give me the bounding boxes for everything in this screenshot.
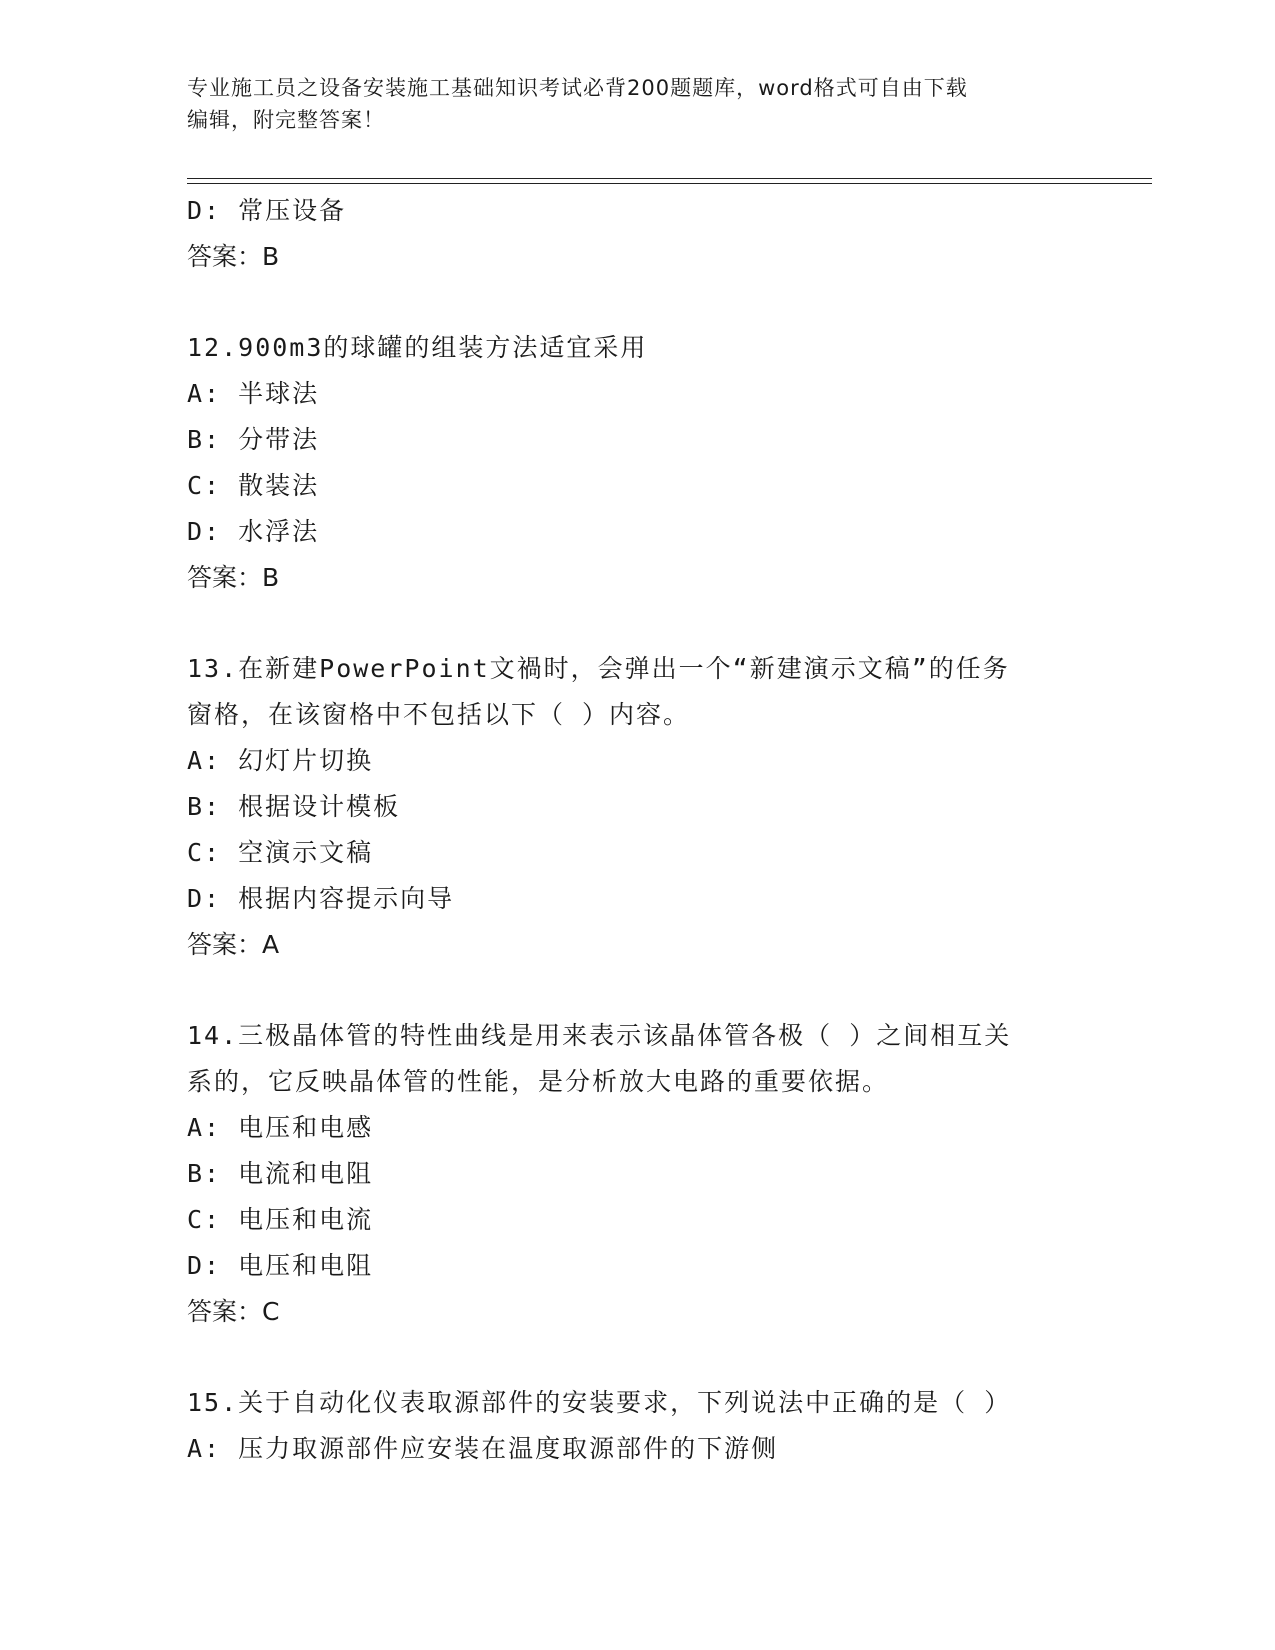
question-text-line-2: 系的，它反映晶体管的性能，是分析放大电路的重要依据。 [187,1067,890,1096]
page-header [187,72,1067,136]
option-a: A: 压力取源部件应安装在温度取源部件的下游侧 [187,1434,779,1463]
option-a: A: 幻灯片切换 [187,746,374,775]
question-15 [187,1380,1087,1472]
header-divider-bottom [187,183,1152,184]
option-b: B: 分带法 [187,425,320,454]
option-c: C: 散装法 [187,471,320,500]
header-divider-top [187,178,1152,179]
question-12 [187,325,1087,601]
option-b: B: 电流和电阻 [187,1159,374,1188]
question-text: 15.关于自动化仪表取源部件的安装要求，下列说法中正确的是（ ） [187,1388,1012,1417]
question-text-line-1: 13.在新建PowerPoint文禍时，会弹出一个“新建演示文稿”的任务 [187,654,1010,683]
option-b: B: 根据设计模板 [187,792,401,821]
option-d: D: 水浮法 [187,517,320,546]
option-c: C: 电压和电流 [187,1205,374,1234]
header-title-line-1: 专业施工员之设备安装施工基础知识考试必背200题题库，word格式可自由下载 [187,76,968,100]
question-13 [187,646,1087,968]
question-text-line-2: 窗格，在该窗格中不包括以下（ ）内容。 [187,700,691,729]
option-c: C: 空演示文稿 [187,838,374,867]
answer: 答案：C [187,1297,280,1326]
answer: 答案：B [187,242,280,271]
option-d: D: 根据内容提示向导 [187,884,455,913]
header-title-line-2: 编辑，附完整答案！ [187,108,385,132]
question-text-line-1: 14.三极晶体管的特性曲线是用来表示该晶体管各极（ ）之间相互关 [187,1021,1012,1050]
question-list [187,188,1087,1472]
answer: 答案：A [187,930,280,959]
option-d: D: 常压设备 [187,196,347,225]
question-11-tail [187,188,1087,280]
option-a: A: 半球法 [187,379,320,408]
answer: 答案：B [187,563,280,592]
option-a: A: 电压和电感 [187,1113,374,1142]
question-text: 12.900m3的球罐的组装方法适宜采用 [187,333,648,362]
option-d: D: 电压和电阻 [187,1251,374,1280]
question-14 [187,1013,1087,1335]
